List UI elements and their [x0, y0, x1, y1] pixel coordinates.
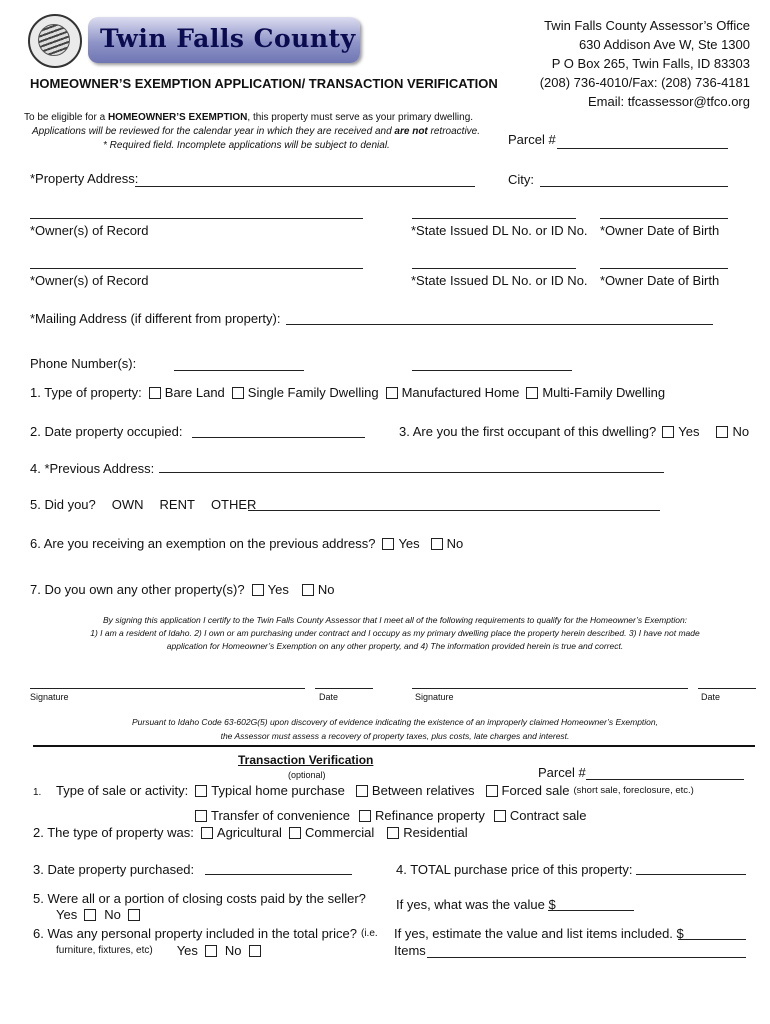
signature-1-label: Signature	[30, 692, 69, 702]
q1-multi-family-checkbox[interactable]	[526, 387, 538, 399]
q5-other-line[interactable]	[248, 510, 660, 511]
t3-label: 3. Date property purchased:	[33, 862, 195, 877]
date-1-label: Date	[319, 692, 339, 702]
t6-value-line[interactable]	[678, 939, 746, 940]
q5-other-option[interactable]: OTHER	[210, 497, 257, 512]
t1-transfer-checkbox[interactable]	[195, 810, 207, 822]
q7-other-property	[30, 582, 338, 597]
q6-yes-label: Yes	[398, 536, 420, 551]
q1-multi-family-label: Multi-Family Dwelling	[542, 385, 666, 400]
q7-no-checkbox[interactable]	[302, 584, 314, 596]
t1-forced-sale-note: (short sale, foreclosure, etc.)	[573, 785, 694, 796]
q1-single-family-label: Single Family Dwelling	[247, 385, 379, 400]
t1-number: 1.	[33, 787, 42, 798]
q5-did-you	[30, 497, 260, 512]
owner-2-dl-line[interactable]	[412, 268, 576, 269]
t1-refinance-label: Refinance property	[374, 808, 485, 823]
pursuant-line-1: Pursuant to Idaho Code 63-602G(5) upon discovery of evidence indicating the existence of an improperly claimed Homeowner’s Exemption,	[131, 717, 659, 727]
owner-1-dob-label: *Owner Date of Birth	[600, 223, 720, 238]
t2-label: 2. The type of property was:	[33, 825, 194, 840]
t1-typical-home-checkbox[interactable]	[195, 785, 207, 797]
owner-2-line[interactable]	[30, 268, 363, 269]
t5-label: 5. Were all or a portion of closing costs paid by the seller?	[33, 891, 366, 906]
owner-1-label: *Owner(s) of Record	[30, 223, 149, 238]
owner-1-dob-line[interactable]	[600, 218, 728, 219]
q1-bare-land-label: Bare Land	[164, 385, 225, 400]
t5-ifyes-label: If yes, what was the value $	[396, 897, 556, 912]
t1-typical-home-label: Typical home purchase	[211, 783, 345, 798]
t6-no-checkbox[interactable]	[249, 945, 261, 957]
office-phone: (208) 736-4010/Fax: (208) 736-4181	[539, 75, 750, 90]
date-1-line[interactable]	[315, 688, 373, 689]
t6-items-line[interactable]	[427, 957, 746, 958]
t1-forced-sale-label: Forced sale	[501, 783, 570, 798]
q1-label: 1. Type of property:	[30, 385, 142, 400]
owner-1-line[interactable]	[30, 218, 363, 219]
t6-note: (i.e.	[360, 928, 378, 939]
owner-1-dl-label: *State Issued DL No. or ID No.	[411, 223, 588, 238]
t5-yes-checkbox[interactable]	[84, 909, 96, 921]
t2-commercial-label: Commercial	[304, 825, 375, 840]
t1-type-of-sale	[56, 783, 698, 798]
office-contact-block	[540, 16, 750, 111]
form-title: HOMEOWNER’S EXEMPTION APPLICATION/ TRANSACTION VERIFICATION	[30, 76, 498, 91]
signature-2-line[interactable]	[412, 688, 688, 689]
t1-forced-sale-checkbox[interactable]	[486, 785, 498, 797]
section-divider	[33, 745, 755, 747]
q6-yes-checkbox[interactable]	[382, 538, 394, 550]
transaction-title: Transaction Verification	[238, 753, 374, 767]
q6-no-checkbox[interactable]	[431, 538, 443, 550]
pursuant-text	[20, 715, 770, 743]
t6-personal-property	[33, 926, 382, 941]
t5-yes-no	[56, 907, 144, 922]
pursuant-line-2: the Assessor must assess a recovery of property taxes, plus costs, late charges and interest.	[220, 731, 570, 741]
t1-refinance-checkbox[interactable]	[359, 810, 371, 822]
intro-required-note: * Required field. Incomplete applications will be subject to denial.	[103, 140, 390, 151]
t1-between-relatives-label: Between relatives	[371, 783, 475, 798]
q1-manufactured-home-checkbox[interactable]	[386, 387, 398, 399]
intro-review-note: Applications will be reviewed for the calendar year in which they are received and are not retroactive.	[32, 126, 481, 137]
t6-label: 6. Was any personal property included in the total price?	[33, 926, 357, 941]
transaction-parcel-line[interactable]	[586, 779, 744, 780]
q1-single-family-checkbox[interactable]	[232, 387, 244, 399]
certification-line-1: By signing this application I certify to the Twin Falls County Assessor that I meet all of the following requirements to qualify for the Homeowner’s Exemption:	[102, 615, 688, 625]
parcel-input-line[interactable]	[557, 148, 728, 149]
t5-no-checkbox[interactable]	[128, 909, 140, 921]
mailing-address-line[interactable]	[286, 324, 713, 325]
intro-eligibility: To be eligible for a HOMEOWNER’S EXEMPTION, this property must serve as your primary dwelling.	[24, 112, 474, 123]
q7-yes-checkbox[interactable]	[252, 584, 264, 596]
office-address-2: P O Box 265, Twin Falls, ID 83303	[551, 56, 750, 71]
q2-date-line[interactable]	[192, 437, 365, 438]
transaction-optional: (optional)	[288, 770, 326, 780]
q1-type-of-property	[30, 385, 669, 400]
phone-label: Phone Number(s):	[30, 356, 137, 371]
q6-no-label: No	[446, 536, 464, 551]
t6-items-label: Items	[394, 943, 426, 958]
q6-label: 6. Are you receiving an exemption on the previous address?	[30, 536, 376, 551]
q7-yes-label: Yes	[267, 582, 289, 597]
q3-no-label: No	[732, 424, 750, 439]
city-label: City:	[508, 172, 534, 187]
t5-no-label: No	[104, 907, 121, 922]
office-address-1: 630 Addison Ave W, Ste 1300	[578, 37, 750, 52]
office-email: Email: tfcassessor@tfco.org	[587, 94, 750, 109]
transaction-parcel-label: Parcel #	[538, 765, 586, 780]
parcel-label: Parcel #	[508, 132, 556, 147]
mailing-address-label: *Mailing Address (if different from property):	[30, 311, 281, 326]
certification-line-3: application for Homeowner’s Exemption on any other property, and 4) The information provided herein is true and correct.	[166, 641, 624, 651]
q6-exemption-previous	[30, 536, 467, 551]
t2-type-of-property	[33, 825, 472, 840]
certification-line-2: 1) I am a resident of Idaho. 2) I own or am purchasing under contract and I occupy as my primary dwelling place the property herein described. 3) I have not made	[90, 628, 700, 638]
q3-first-occupant	[399, 424, 753, 439]
q1-bare-land-checkbox[interactable]	[149, 387, 161, 399]
office-name: Twin Falls County Assessor’s Office	[544, 18, 750, 33]
property-address-line[interactable]	[135, 186, 475, 187]
q4-label: 4. *Previous Address:	[30, 461, 155, 476]
signature-1-line[interactable]	[30, 688, 305, 689]
t1-contract-sale-checkbox[interactable]	[494, 810, 506, 822]
t2-residential-label: Residential	[403, 825, 468, 840]
t2-residential-checkbox[interactable]	[387, 827, 399, 839]
t1-type-of-sale-row-2	[192, 808, 590, 823]
q3-label: 3. Are you the first occupant of this dwelling?	[399, 424, 657, 439]
q4-previous-address-line[interactable]	[159, 472, 664, 473]
t2-commercial-checkbox[interactable]	[289, 827, 301, 839]
t1-between-relatives-checkbox[interactable]	[356, 785, 368, 797]
t3-date-line[interactable]	[205, 874, 352, 875]
phone-1-line[interactable]	[174, 370, 304, 371]
owner-2-dl-label: *State Issued DL No. or ID No.	[411, 273, 588, 288]
property-address-label: *Property Address:	[30, 171, 139, 186]
t6-ifyes-label: If yes, estimate the value and list items included. $	[394, 926, 684, 941]
q3-yes-label: Yes	[678, 424, 700, 439]
q7-label: 7. Do you own any other property(s)?	[30, 582, 245, 597]
t1-label: Type of sale or activity:	[56, 783, 189, 798]
t5-value-line[interactable]	[548, 910, 634, 911]
county-seal-logo	[28, 14, 82, 68]
t6-yes-label: Yes	[176, 943, 198, 958]
t5-yes-label: Yes	[56, 907, 78, 922]
t4-label: 4. TOTAL purchase price of this property:	[396, 862, 633, 877]
t6-no-label: No	[224, 943, 242, 958]
q5-rent-option[interactable]: RENT	[159, 497, 195, 512]
q3-no-checkbox[interactable]	[716, 426, 728, 438]
date-2-line[interactable]	[698, 688, 756, 689]
t1-transfer-label: Transfer of convenience	[211, 808, 350, 823]
q1-manufactured-home-label: Manufactured Home	[401, 385, 520, 400]
q3-yes-checkbox[interactable]	[662, 426, 674, 438]
certification-text	[20, 614, 770, 653]
q5-label: 5. Did you?	[30, 497, 96, 512]
owner-2-dob-line[interactable]	[600, 268, 728, 269]
date-2-label: Date	[701, 692, 721, 702]
phone-2-line[interactable]	[412, 370, 572, 371]
t4-price-line[interactable]	[636, 874, 746, 875]
owner-2-dob-label: *Owner Date of Birth	[600, 273, 720, 288]
t6-note-2: furniture, fixtures, etc)	[56, 945, 153, 956]
county-logo-text: Twin Falls County	[100, 24, 356, 53]
owner-1-dl-line[interactable]	[412, 218, 576, 219]
q2-label: 2. Date property occupied:	[30, 424, 183, 439]
owner-2-label: *Owner(s) of Record	[30, 273, 149, 288]
t6-yes-checkbox[interactable]	[205, 945, 217, 957]
q5-own-option[interactable]: OWN	[111, 497, 144, 512]
t2-agricultural-label: Agricultural	[216, 825, 282, 840]
q7-no-label: No	[317, 582, 335, 597]
city-line[interactable]	[540, 186, 728, 187]
t1-contract-sale-label: Contract sale	[509, 808, 587, 823]
t2-agricultural-checkbox[interactable]	[201, 827, 213, 839]
t6-yes-no	[56, 943, 265, 958]
signature-2-label: Signature	[415, 692, 454, 702]
